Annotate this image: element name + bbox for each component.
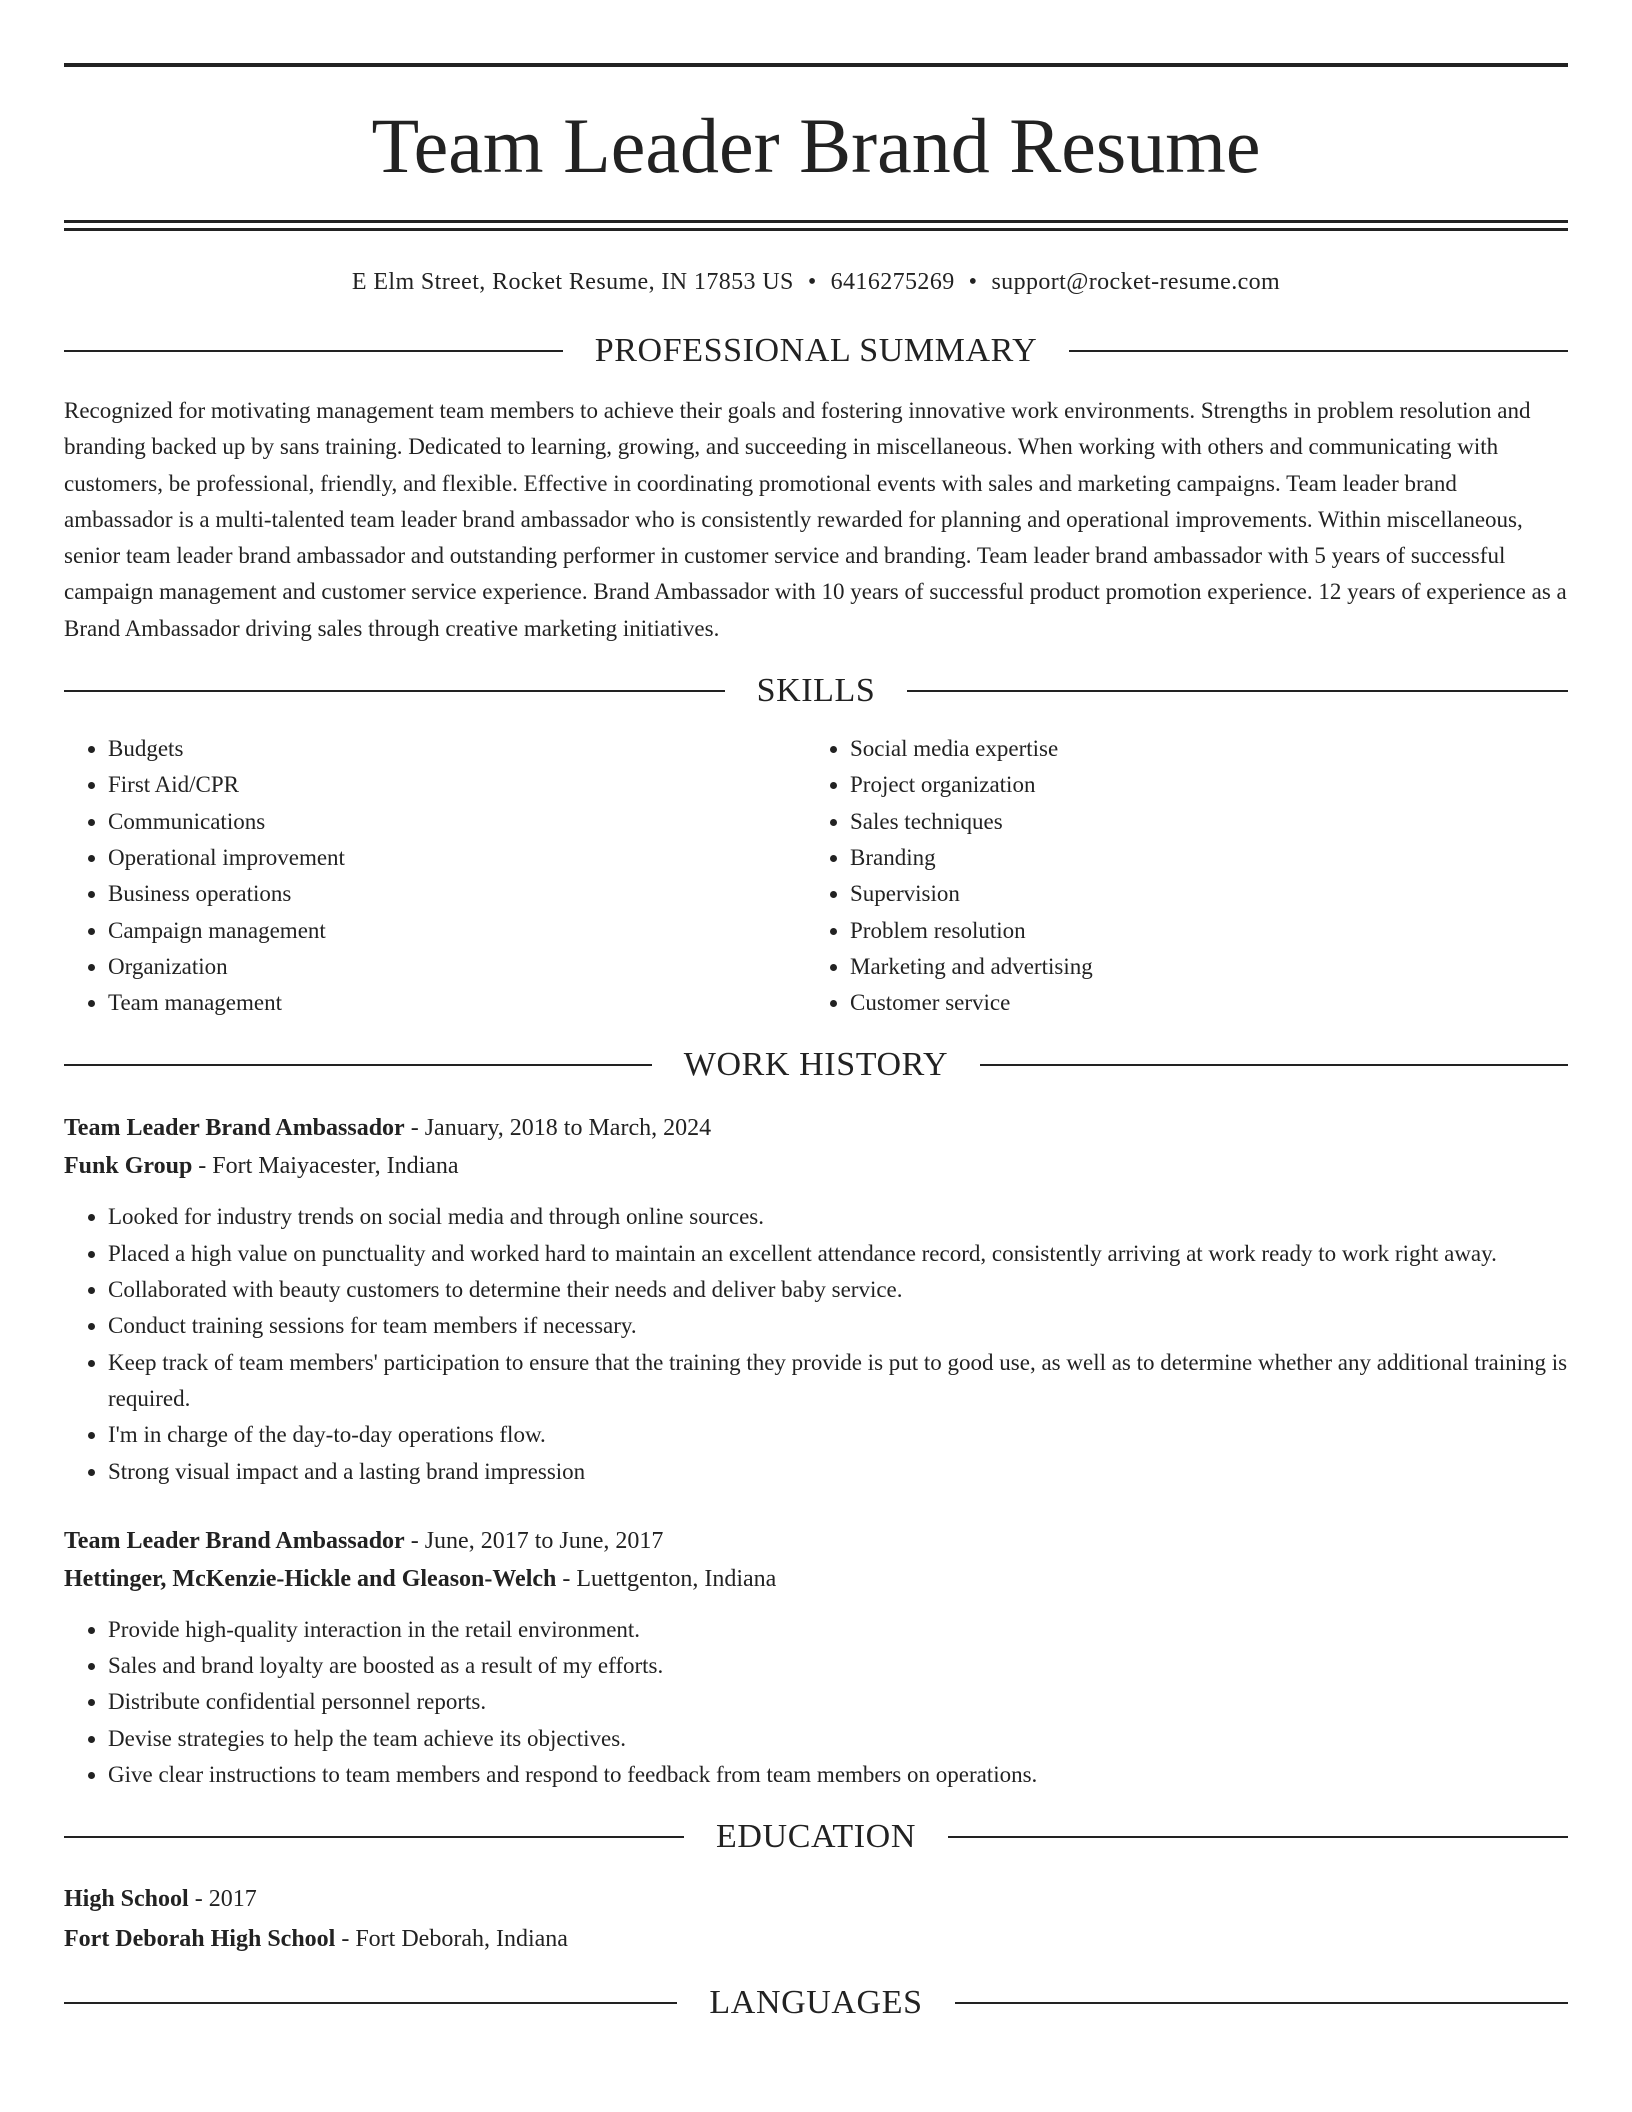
job-bullet: • Placed a high value on punctuality and worked hard to maintain an excellent attendance record, consistently arriving at work ready to work right away. [108, 1236, 1568, 1272]
title-double-rule [64, 220, 1568, 231]
contact-line [64, 267, 1568, 297]
skills-columns [64, 731, 1568, 1021]
summary-paragraph: Recognized for motivating management team members to achieve their goals and fostering innovative work environments. Strengths in problem resolution and branding backed up by sans training. Dedicated to learning, growing, and succeeding in miscellaneous. When working with others and communicating with customers, be professional, friendly, and flexible. Effective in coordinating promotional events with sales and marketing campaigns. Team leader brand ambassador is a multi-talented team leader brand ambassador who is consistently rewarded for planning and operational improvements. Within miscellaneous, senior team leader brand ambassador and outstanding performer in customer service and branding. Team leader brand ambassador with 5 years of successful campaign management and customer service experience. Brand Ambassador with 10 years of successful product promotion experience. 12 years of experience as a Brand Ambassador driving sales through creative marketing initiatives. [64, 398, 1567, 641]
section-heading-summary [64, 331, 1568, 371]
job-bullet: • I'm in charge of the day-to-day operations flow. [108, 1417, 1568, 1453]
section-title-languages: LANGUAGES [709, 1984, 923, 2022]
skill-item: • Problem resolution [850, 913, 1568, 949]
education-degree: High School [64, 1886, 189, 1913]
job-bullet: • Provide high-quality interaction in the retail environment. [108, 1612, 1568, 1648]
resume-title: Team Leader Brand Resume [371, 102, 1261, 189]
divider-line [64, 1064, 652, 1066]
skill-item: • Business operations [108, 876, 806, 912]
skill-item: • Marketing and advertising [850, 949, 1568, 985]
section-heading-education [64, 1817, 1568, 1857]
contact-separator: • [807, 269, 817, 295]
skill-item: • Campaign management [108, 913, 806, 949]
job-bullet: • Strong visual impact and a lasting brand impression [108, 1454, 1568, 1490]
section-title-work: WORK HISTORY [683, 1046, 949, 1084]
job-title: Team Leader Brand Ambassador [64, 1527, 405, 1554]
skill-item: • Team management [108, 985, 806, 1021]
divider-line [948, 1836, 1568, 1838]
divider-line [955, 2002, 1568, 2004]
job-company-line [64, 1147, 1568, 1185]
job-title-line [64, 1522, 1568, 1560]
job-bullet: • Distribute confidential personnel reports. [108, 1684, 1568, 1720]
education-degree-line [64, 1879, 1568, 1919]
job-location: - Luettgenton, Indiana [556, 1565, 777, 1592]
job-bullet: • Devise strategies to help the team achieve its objectives. [108, 1721, 1568, 1757]
job-entry [64, 1109, 1568, 1489]
contact-email: support@rocket-resume.com [991, 269, 1281, 295]
skill-item: • Project organization [850, 767, 1568, 803]
job-title-line [64, 1109, 1568, 1147]
divider-line [64, 690, 725, 692]
divider-line [64, 350, 563, 352]
divider-line [1069, 350, 1568, 352]
education-school: Fort Deborah High School [64, 1926, 336, 1953]
job-company-line [64, 1560, 1568, 1598]
skill-item: • Social media expertise [850, 731, 1568, 767]
job-company: Funk Group [64, 1153, 193, 1180]
skill-item: • Branding [850, 840, 1568, 876]
job-bullet: • Looked for industry trends on social media and through online sources. [108, 1199, 1568, 1235]
contact-separator: • [968, 269, 978, 295]
education-entry [64, 1879, 1568, 1959]
job-bullets [64, 1199, 1568, 1489]
job-title: Team Leader Brand Ambassador [64, 1115, 405, 1142]
job-location: - Fort Maiyacester, Indiana [192, 1153, 459, 1180]
job-company: Hettinger, McKenzie-Hickle and Gleason-Welch [64, 1565, 557, 1592]
job-bullet: • Keep track of team members' participation to ensure that the training they provide is put to good use, as well as to determine whether any additional training is required. [108, 1345, 1568, 1418]
job-bullet: • Collaborated with beauty customers to determine their needs and deliver baby service. [108, 1272, 1568, 1308]
skill-item: • Sales techniques [850, 804, 1568, 840]
section-heading-skills [64, 671, 1568, 711]
section-heading-languages [64, 1983, 1568, 2023]
skills-list-right [806, 731, 1568, 1021]
contact-phone: 6416275269 [830, 269, 955, 295]
skills-list-left [64, 731, 806, 1021]
section-title-education: EDUCATION [716, 1818, 916, 1856]
job-bullet: • Give clear instructions to team members and respond to feedback from team members on operations. [108, 1757, 1568, 1793]
job-bullet: • Conduct training sessions for team members if necessary. [108, 1308, 1568, 1344]
education-location: - Fort Deborah, Indiana [335, 1926, 568, 1953]
education-year: - 2017 [188, 1886, 257, 1913]
job-dates: - January, 2018 to March, 2024 [404, 1115, 712, 1142]
section-title-summary: PROFESSIONAL SUMMARY [594, 332, 1038, 369]
job-dates: - June, 2017 to June, 2017 [404, 1527, 664, 1554]
skill-item: • First Aid/CPR [108, 767, 806, 803]
job-bullets [64, 1612, 1568, 1793]
education-school-line [64, 1919, 1568, 1959]
resume-page [64, 63, 1568, 2023]
contact-address: E Elm Street, Rocket Resume, IN 17853 US [351, 269, 794, 295]
skill-item: • Organization [108, 949, 806, 985]
section-title-skills: SKILLS [756, 672, 876, 710]
skill-item: • Supervision [850, 876, 1568, 912]
section-heading-work [64, 1045, 1568, 1085]
skill-item: • Operational improvement [108, 840, 806, 876]
job-bullet: • Sales and brand loyalty are boosted as a result of my efforts. [108, 1648, 1568, 1684]
divider-line [980, 1064, 1568, 1066]
divider-line [64, 2002, 677, 2004]
divider-line [64, 1836, 684, 1838]
divider-line [907, 690, 1568, 692]
skill-item: • Budgets [108, 731, 806, 767]
top-rule [64, 63, 1568, 67]
skill-item: • Communications [108, 804, 806, 840]
skill-item: • Customer service [850, 985, 1568, 1021]
job-entry [64, 1522, 1568, 1793]
